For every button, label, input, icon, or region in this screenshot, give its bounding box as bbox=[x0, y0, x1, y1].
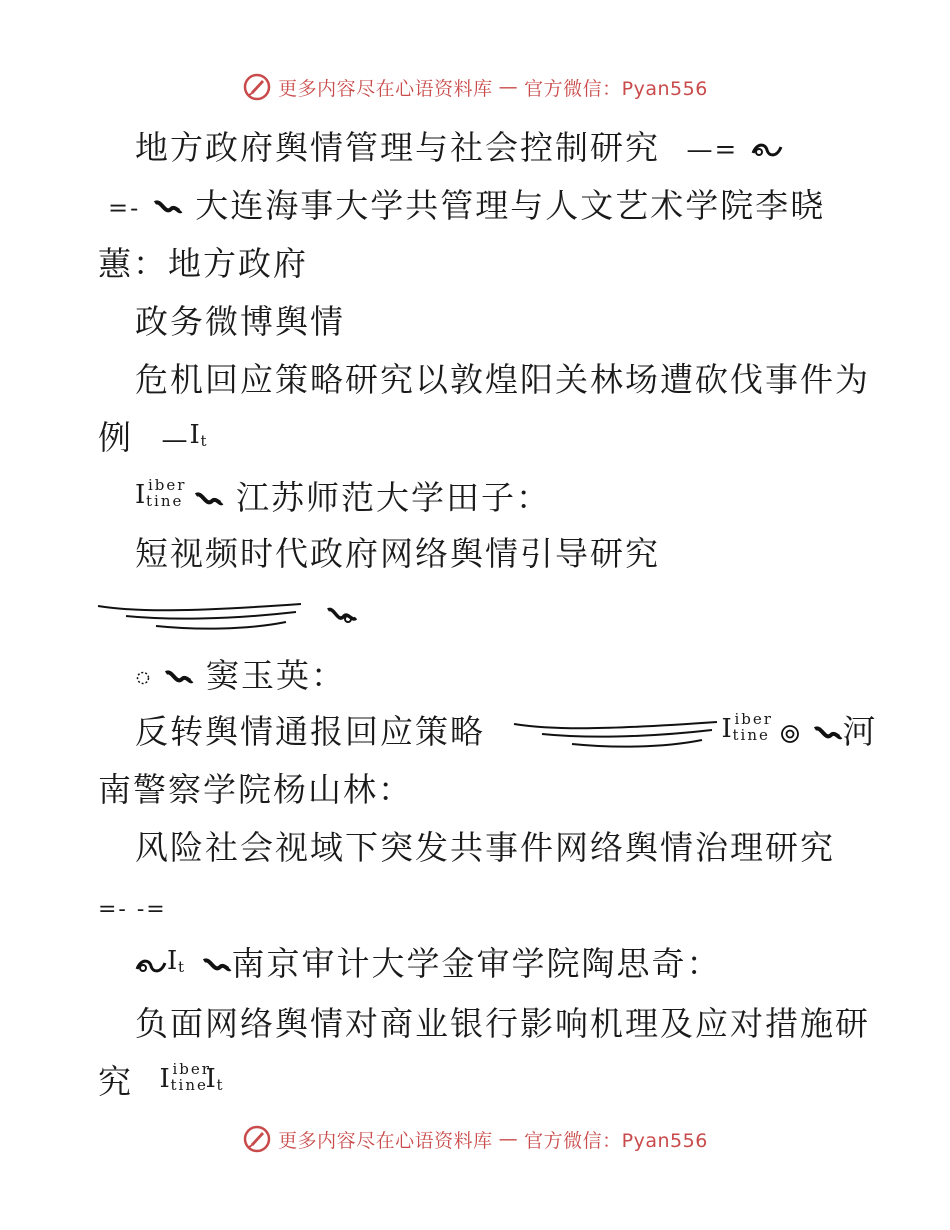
text-line-1 bbox=[135, 128, 783, 170]
line-text: 政务微博舆情 bbox=[135, 302, 345, 341]
line-text: 大连海事大学共管理与人文艺术学院李晓 bbox=[195, 186, 826, 225]
watermark-header bbox=[0, 72, 950, 102]
dotted-circle-icon bbox=[135, 670, 151, 686]
ornament-icon bbox=[153, 197, 183, 219]
line-text: 风险社会视域下突发共事件网络舆情治理研究 bbox=[135, 828, 835, 867]
artifact-iber-tine bbox=[159, 1060, 211, 1102]
artifact-line bbox=[98, 890, 167, 930]
ornament-icon bbox=[164, 667, 194, 689]
text-line-12 bbox=[135, 828, 835, 868]
line-text: 负面网络舆情对商业银行影响机理及应对措施研 bbox=[135, 1004, 870, 1043]
text-line-2 bbox=[108, 186, 825, 228]
line-text: 窦玉英： bbox=[206, 656, 346, 695]
artifact-I: I bbox=[135, 480, 148, 510]
watermark-account: 官方微信：Pyan556 bbox=[524, 77, 708, 100]
line-text: 短视频时代政府网络舆情引导研究 bbox=[135, 534, 660, 573]
ornament-icon bbox=[202, 955, 232, 977]
watermark-account: 官方微信：Pyan556 bbox=[524, 1129, 708, 1152]
ornament-icon bbox=[324, 604, 358, 628]
artifact-tine: tine bbox=[146, 492, 184, 510]
wave-ornament-icon bbox=[96, 598, 311, 634]
wave-ornament-icon bbox=[512, 716, 722, 752]
watermark-text: 更多内容尽在心语资料库 bbox=[278, 1129, 493, 1152]
line-text: 南警察学院杨山林： bbox=[98, 770, 413, 809]
artifact-iber: iber bbox=[148, 476, 187, 494]
ornament-icon bbox=[751, 139, 783, 161]
line-text: 江苏师范大学田子： bbox=[236, 478, 551, 517]
feather-pen-logo-icon bbox=[242, 72, 272, 102]
artifact-dash-eq: —= bbox=[686, 135, 739, 165]
watermark-dash: — bbox=[498, 76, 519, 98]
artifact-I: I bbox=[167, 946, 180, 976]
text-line-15 bbox=[98, 1062, 228, 1102]
text-line-11 bbox=[98, 770, 413, 810]
ornament-icon bbox=[813, 723, 843, 745]
artifact-eq-dash: =- bbox=[108, 194, 141, 222]
text-line-7 bbox=[135, 478, 551, 518]
watermark-dash: — bbox=[498, 1128, 519, 1150]
artifact-eq-dash-eq: =- -= bbox=[98, 897, 167, 922]
artifact-t: t bbox=[200, 432, 209, 450]
line-text: 蕙：地方政府 bbox=[98, 244, 308, 283]
text-line-10 bbox=[135, 712, 878, 752]
ornament-line bbox=[96, 594, 358, 634]
text-line-13 bbox=[135, 944, 722, 984]
artifact-t: t bbox=[178, 958, 187, 976]
artifact-It bbox=[167, 948, 189, 984]
line-text: 例 bbox=[98, 418, 133, 457]
artifact-I: I bbox=[721, 714, 734, 744]
line-text: 地方政府舆情管理与社会控制研究 bbox=[135, 128, 660, 167]
line-text: 河 bbox=[842, 712, 878, 751]
text-line-5 bbox=[135, 360, 870, 400]
artifact-I: I bbox=[189, 420, 202, 450]
artifact-I: I bbox=[205, 1064, 218, 1094]
ornament-icon bbox=[194, 489, 224, 511]
line-text: 危机回应策略研究以敦煌阳关林场遭砍伐事件为 bbox=[135, 360, 870, 399]
artifact-iber: iber bbox=[734, 710, 773, 728]
text-line-8 bbox=[135, 534, 660, 574]
watermark-footer bbox=[0, 1124, 950, 1154]
artifact-tine: tine bbox=[170, 1076, 208, 1094]
watermark-text: 更多内容尽在心语资料库 bbox=[278, 77, 493, 100]
text-line-14 bbox=[135, 1004, 870, 1044]
artifact-t: t bbox=[216, 1076, 225, 1094]
text-line-3 bbox=[98, 244, 308, 284]
artifact-tine: tine bbox=[732, 726, 770, 744]
feather-pen-logo-icon bbox=[242, 1124, 272, 1154]
spiral-icon bbox=[780, 724, 800, 744]
artifact-iber-tine bbox=[135, 476, 187, 518]
artifact-I: I bbox=[159, 1064, 172, 1094]
artifact-iber-tine bbox=[721, 710, 773, 752]
text-line-6 bbox=[98, 418, 212, 460]
ornament-icon bbox=[135, 955, 167, 977]
text-line-4 bbox=[135, 302, 345, 342]
artifact-It bbox=[190, 422, 212, 458]
artifact-long-dash: — bbox=[161, 425, 190, 455]
line-text: 南京审计大学金审学院陶思奇： bbox=[231, 944, 722, 983]
artifact-It bbox=[206, 1066, 228, 1102]
line-text: 究 bbox=[98, 1062, 133, 1101]
artifact-iber: iber bbox=[172, 1060, 211, 1078]
text-line-9 bbox=[135, 656, 346, 696]
line-text: 反转舆情通报回应策略 bbox=[135, 712, 485, 751]
